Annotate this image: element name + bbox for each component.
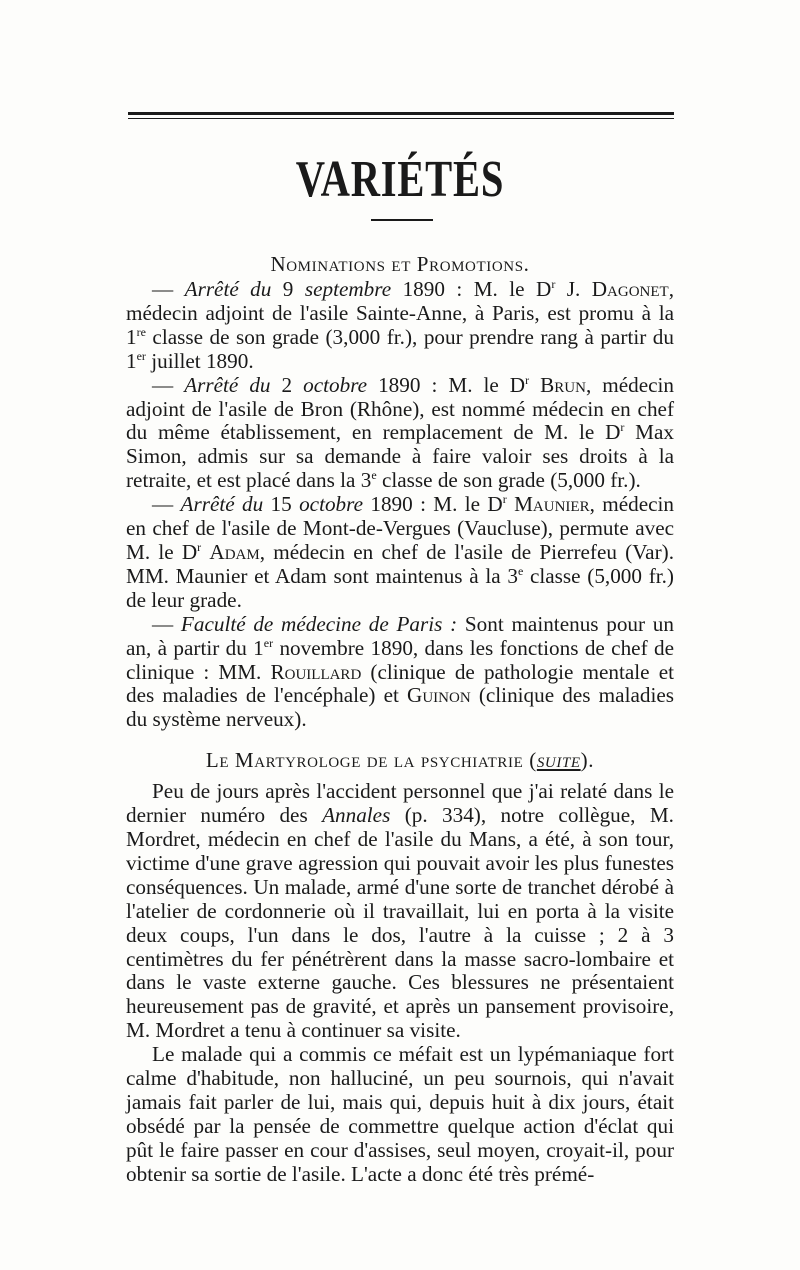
section-heading-martyrologe: Le Martyrologe de la psychiatrie (suite).	[205, 748, 595, 773]
paragraph-faculte-medecine: — Faculté de médecine de Paris : Sont maintenus pour un an, à partir du 1er novembre 1890, dans les fonctions de chef de clinique : MM. Rouillard (clinique de pathologie mentale et des maladies de l'encéphale) et Guinon (clinique des maladies du système nerveux).	[126, 611, 674, 732]
paragraph-mordret-accident: Peu de jours après l'accident personnel que j'ai relaté dans le dernier numéro des Annales (p. 334), notre collègue, M. Mordret, médecin en chef de l'asile du Mans, a été, à son tour, victime d'une grave agression qui pouvait avoir les plus funestes conséquences. Un malade, armé d'une sorte de tranchet dérobé à l'atelier de cordonnerie où il travaillait, lui en porta à la visite deux coups, l'un dans le dos, l'autre à la cuisse ; 2 à 3 centimètres du fer pénétrèrent dans la masse sacro-lombaire et dans le vaste externe gauche. Ces blessures ne présentaient heureusement pas de gravité, et après un pansement provisoire, M. Mordret a tenu à continuer sa visite.	[126, 779, 674, 1043]
header-rule-thin	[128, 118, 674, 119]
header-rule-thick	[128, 112, 674, 115]
section-heading-nominations: Nominations et Promotions.	[270, 252, 530, 276]
name-adam: Adam	[209, 539, 260, 564]
text-column	[126, 244, 674, 1187]
paragraph-arrete-2-octobre: — Arrêté du 2 octobre 1890 : M. le $D^r$ Brun, médecin adjoint de l'asile de Bron (Rhône), est nommé médecin en chef du même établissement, en remplacement de M. le $D^r$ Max Simon, admis sur sa demande à faire valoir ses droits à la retraite, et est placé dans la 3e classe de son grade (5,000 fr.).	[126, 372, 675, 493]
page-title: VARIÉTÉS	[295, 151, 505, 208]
paragraph-arrete-9-septembre: — Arrêté du 9 septembre 1890 : M. le $D^r$ J. Dagonet, médecin adjoint de l'asile Sainte-Anne, à Paris, est promu à la 1re classe de son grade (3,000 fr.), pour prendre rang à partir du 1er juillet 1890.	[126, 276, 674, 373]
name-rouillard: Rouillard	[270, 659, 362, 684]
title-underline-rule	[371, 219, 433, 221]
name-guinon: Guinon	[407, 683, 471, 708]
name-dagonet: Dagonet	[591, 277, 669, 301]
name-brun: Brun	[540, 372, 586, 397]
name-maunier: Maunier	[514, 492, 590, 517]
paragraph-arrete-15-octobre: — Arrêté du 15 octobre 1890 : M. le $D^r$ Maunier, médecin en chef de l'asile de Mont-de-Vergues (Vaucluse), permute avec M. le $D^r$ Adam, médecin en chef de l'asile de Pierrefeu (Var). MM. Maunier et Adam sont maintenus à la 3e classe (5,000 fr.) de leur grade.	[126, 492, 674, 612]
paragraph-malade-lypemaniaque: Le malade qui a commis ce méfait est un lypémaniaque fort calme d'habitude, non halluciné, un peu sournois, qui n'avait jamais fait parler de lui, mais qui, depuis huit à dix jours, était obsédé par la pensée de commettre quelque action d'éclat qui pût le faire passer en cour d'assises, seul moyen, croyait-il, pour obtenir sa sortie de l'asile. L'acte a donc été très prémé-	[126, 1042, 674, 1186]
